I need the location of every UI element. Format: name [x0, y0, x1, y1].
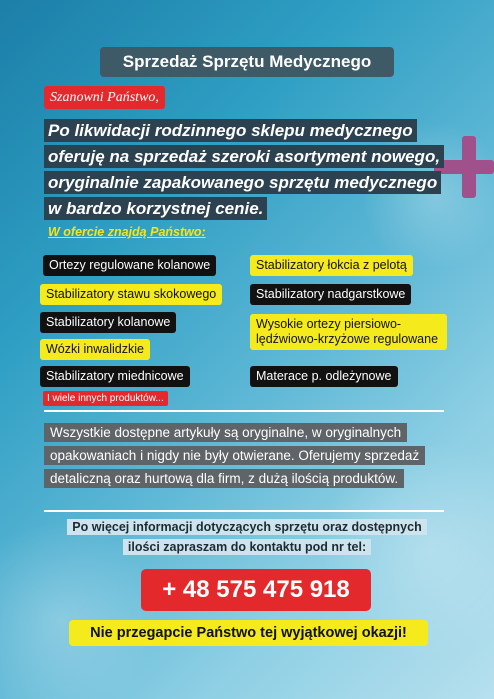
product-tag: Stabilizatory łokcia z pelotą: [250, 255, 413, 276]
contact-text: Po więcej informacji dotyczących sprzętu oraz dostępnych ilości zapraszam do kontaktu pod nr tel:: [60, 517, 434, 557]
page-title: Sprzedaż Sprzętu Medycznego: [100, 47, 394, 77]
product-tag: Ortezy regulowane kolanowe: [43, 255, 216, 276]
product-tag: Materace p. odleżynowe: [250, 366, 398, 387]
offer-heading: W ofercie znajdą Państwo:: [48, 225, 206, 239]
product-tag: Wysokie ortezy piersiowo-lędźwiowo-krzyżowe regulowane: [250, 314, 447, 350]
product-tag: Stabilizatory kolanowe: [40, 312, 176, 333]
product-tag: Wózki inwalidzkie: [40, 339, 150, 360]
divider: [44, 510, 444, 512]
closing-text: Nie przegapcie Państwo tej wyjątkowej okazji!: [69, 620, 428, 646]
phone-number[interactable]: + 48 575 475 918: [141, 569, 371, 611]
description-text: Wszystkie dostępne artykuły są oryginalne, w oryginalnych opakowaniach i nigdy nie były otwierane. Oferujemy sprzedaż detaliczną oraz hurtową dla firm, z dużą ilością produktów.: [44, 421, 444, 490]
product-tag: Stabilizatory nadgarstkowe: [250, 284, 411, 305]
greeting: Szanowni Państwo,: [44, 86, 165, 109]
more-products-badge: I wiele innych produktów...: [43, 391, 168, 406]
intro-text: Po likwidacji rodzinnego sklepu medycznego oferuję na sprzedaż szeroki asortyment nowego, oryginalnie zapakowanego sprzętu medycznego w bardzo korzystnej cenie.: [44, 118, 452, 222]
product-tag: Stabilizatory stawu skokowego: [40, 284, 222, 305]
divider: [44, 410, 444, 412]
product-tag: Stabilizatory miednicowe: [40, 366, 190, 387]
